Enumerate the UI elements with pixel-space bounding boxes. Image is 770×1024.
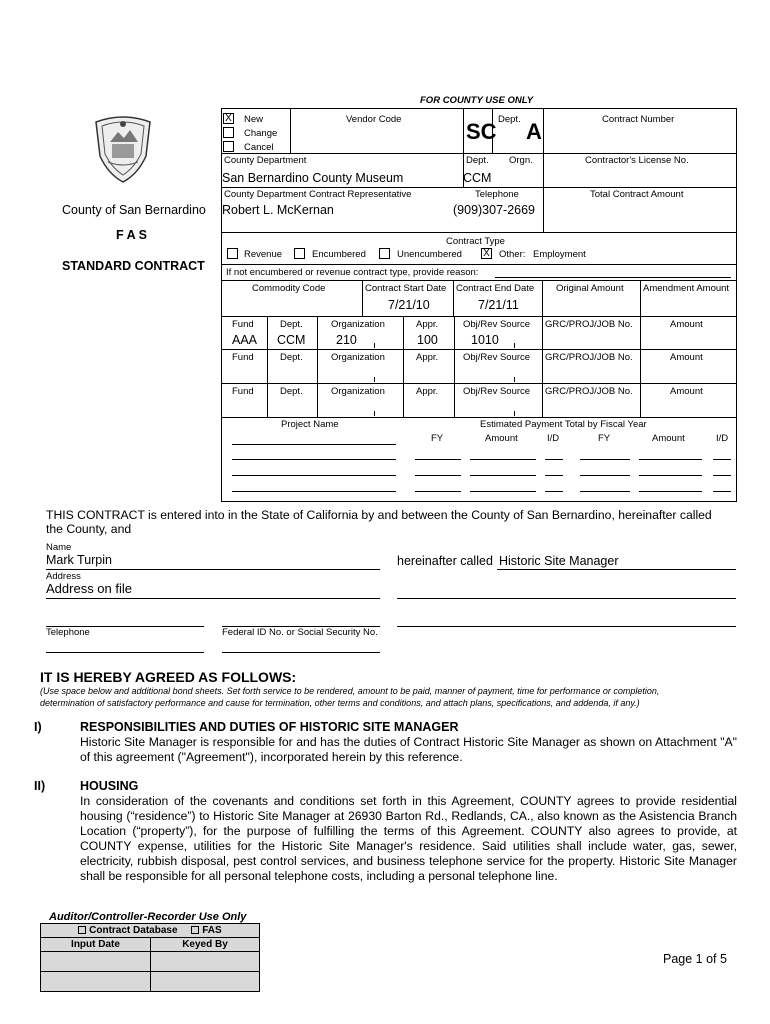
dept-a-code: A bbox=[526, 119, 542, 144]
rep-label: County Department Contract Representative bbox=[224, 189, 412, 200]
rep-name: Robert L. McKernan bbox=[222, 203, 334, 217]
telephone-label-2: Telephone bbox=[46, 627, 90, 638]
amount2-label: Amount bbox=[485, 433, 518, 444]
organization-label: Organization bbox=[331, 352, 385, 363]
auditor-table bbox=[40, 923, 260, 992]
id-label: I/D bbox=[716, 433, 729, 444]
encumbered-label: Encumbered bbox=[312, 249, 366, 260]
county-use-header: FOR COUNTY USE ONLY bbox=[420, 95, 534, 106]
fund-label: Fund bbox=[232, 352, 254, 363]
auditor-label: Auditor/Controller-Recorder Use Only bbox=[49, 911, 247, 923]
other-value: Employment bbox=[533, 249, 586, 260]
intro-line1: THIS CONTRACT is entered into in the State of California by and between the County of San Bernardino, hereinafter called bbox=[46, 508, 712, 522]
telephone-label: Telephone bbox=[475, 189, 519, 200]
end-date: 7/21/11 bbox=[478, 298, 519, 312]
unencumbered-label: Unencumbered bbox=[397, 249, 462, 260]
reason-label: If not encumbered or revenue contract type, provide reason: bbox=[226, 267, 479, 278]
original-amount-label: Original Amount bbox=[556, 283, 624, 294]
contract-database-label: Contract Database bbox=[89, 925, 178, 936]
contract-database-checkbox[interactable] bbox=[78, 926, 86, 934]
contract-type-label: Contract Type bbox=[446, 236, 505, 247]
project-name-label: Project Name bbox=[281, 419, 339, 430]
total-amount-label: Total Contract Amount bbox=[590, 189, 684, 200]
fund-label: Fund bbox=[232, 386, 254, 397]
objrev-label: Obj/Rev Source bbox=[463, 352, 531, 363]
sc-code: SC bbox=[466, 119, 497, 144]
id-label: I/D bbox=[547, 433, 560, 444]
agreed-title: IT IS HEREBY AGREED AS FOLLOWS: bbox=[40, 669, 297, 685]
cancel-label: Cancel bbox=[244, 142, 274, 153]
change-label: Change bbox=[244, 128, 278, 139]
dept2-label: Dept. bbox=[466, 155, 489, 166]
revenue-label: Revenue bbox=[244, 249, 283, 260]
fas-checkbox[interactable] bbox=[191, 926, 199, 934]
new-checkbox[interactable]: X bbox=[223, 113, 234, 124]
name-label: Name bbox=[46, 542, 72, 553]
dept-label: Dept. bbox=[498, 114, 521, 125]
address-value: Address on file bbox=[46, 581, 132, 596]
grc-label: GRC/PROJ/JOB No. bbox=[545, 386, 633, 397]
amount2-label: Amount bbox=[652, 433, 685, 444]
vendor-code-label: Vendor Code bbox=[346, 114, 402, 125]
rep-phone: (909)307-2669 bbox=[453, 203, 536, 217]
federal-id-label: Federal ID No. or Social Security No. bbox=[222, 627, 378, 638]
contract-number-label: Contract Number bbox=[602, 114, 675, 125]
amendment-amount-label: Amendment Amount bbox=[643, 283, 730, 294]
amount-label: Amount bbox=[670, 352, 703, 363]
change-checkbox[interactable] bbox=[223, 127, 234, 138]
agreed-instructions-2: determination of satisfactory performance and cause for termination, other terms and conditions, and attach plans, specifications, and addenda, if any.) bbox=[40, 698, 640, 708]
department-name: San Bernardino County Museum bbox=[222, 171, 404, 185]
department-code: CCM bbox=[463, 171, 492, 185]
cancel-checkbox[interactable] bbox=[223, 141, 234, 152]
keyed-by-label: Keyed By bbox=[151, 938, 260, 952]
objrev-value: 1010 bbox=[471, 333, 499, 347]
fas-label: FAS bbox=[202, 925, 222, 936]
section-1-title: RESPONSIBILITIES AND DUTIES OF HISTORIC SITE MANAGER bbox=[80, 720, 459, 734]
fund-label: Fund bbox=[232, 319, 254, 330]
fund-value: AAA bbox=[232, 333, 258, 347]
revenue-checkbox[interactable] bbox=[227, 248, 238, 259]
other-checkbox[interactable]: X bbox=[481, 248, 492, 259]
input-date-label: Input Date bbox=[41, 938, 151, 952]
dept-value: CCM bbox=[277, 333, 306, 347]
commodity-code-label: Commodity Code bbox=[252, 283, 326, 294]
grc-label: GRC/PROJ/JOB No. bbox=[545, 319, 633, 330]
county-name: County of San Bernardino bbox=[62, 203, 206, 217]
section-2-text: In consideration of the covenants and conditions set forth in this Agreement, COUNTY agrees to provide residential housing (“residence”) to Historic Site Manager at 26930 Barton Rd., Redlands, CA., also known as the Asistencia Branch Location (“property”), for the purpose of fulfilling the terms of this Agreement. COUNTY also agrees to provide, at COUNTY expense, utilities for the Historic Site Manager's residence. Said utilities shall include water, gas, sewer, electricity, rubbish disposal, pest control services, and business telephone service for the property. Historic Site Manager shall be responsible for all personal telephone costs, including a personal telephone line. bbox=[80, 794, 737, 883]
agreed-instructions-1: (Use space below and additional bond sheets. Set forth service to be rendered, amount to be paid, manner of payment, time for performance or completion, bbox=[40, 686, 660, 696]
appr-value: 100 bbox=[417, 333, 438, 347]
encumbered-checkbox[interactable] bbox=[294, 248, 305, 259]
appr-label: Appr. bbox=[416, 352, 439, 363]
county-seal bbox=[88, 108, 158, 186]
intro-line2: the County, and bbox=[46, 522, 132, 536]
dept-col-label: Dept. bbox=[280, 352, 303, 363]
page-number: Page 1 of 5 bbox=[663, 952, 727, 966]
fy-label: FY bbox=[431, 433, 444, 444]
grc-label: GRC/PROJ/JOB No. bbox=[545, 352, 633, 363]
dept-col-label: Dept. bbox=[280, 319, 303, 330]
organization-label: Organization bbox=[331, 386, 385, 397]
license-label: Contractor's License No. bbox=[585, 155, 689, 166]
new-label: New bbox=[244, 114, 264, 125]
organization-label: Organization bbox=[331, 319, 385, 330]
end-date-label: Contract End Date bbox=[456, 283, 535, 294]
estimated-label: Estimated Payment Total by Fiscal Year bbox=[480, 419, 647, 430]
contractor-name: Mark Turpin bbox=[46, 553, 112, 567]
appr-label: Appr. bbox=[416, 319, 439, 330]
dept-col-label: Dept. bbox=[280, 386, 303, 397]
amount-label: Amount bbox=[670, 319, 703, 330]
other-label: Other: bbox=[499, 249, 526, 260]
called-value: Historic Site Manager bbox=[499, 554, 619, 568]
appr-label: Appr. bbox=[416, 386, 439, 397]
unencumbered-checkbox[interactable] bbox=[379, 248, 390, 259]
org-value: 210 bbox=[336, 333, 357, 347]
start-date: 7/21/10 bbox=[388, 298, 430, 312]
orgn-label: Orgn. bbox=[509, 155, 533, 166]
start-date-label: Contract Start Date bbox=[365, 283, 447, 294]
section-2-number: II) bbox=[34, 779, 46, 793]
section-2-title: HOUSING bbox=[80, 779, 139, 793]
hereinafter-label: hereinafter called bbox=[397, 554, 493, 568]
fas-heading: F A S bbox=[116, 228, 148, 242]
county-department-label: County Department bbox=[224, 155, 307, 166]
amount-label: Amount bbox=[670, 386, 703, 397]
standard-contract-heading: STANDARD CONTRACT bbox=[62, 259, 205, 273]
address-label: Address bbox=[46, 571, 81, 582]
fy-label: FY bbox=[598, 433, 611, 444]
objrev-label: Obj/Rev Source bbox=[463, 386, 531, 397]
section-1-text: Historic Site Manager is responsible for and has the duties of Contract Historic Site Manager as shown on Attachment "A" of this agreement ("Agreement"), incorporated herein by this reference. bbox=[80, 735, 737, 764]
section-1-number: I) bbox=[34, 720, 42, 734]
objrev-label: Obj/Rev Source bbox=[463, 319, 531, 330]
